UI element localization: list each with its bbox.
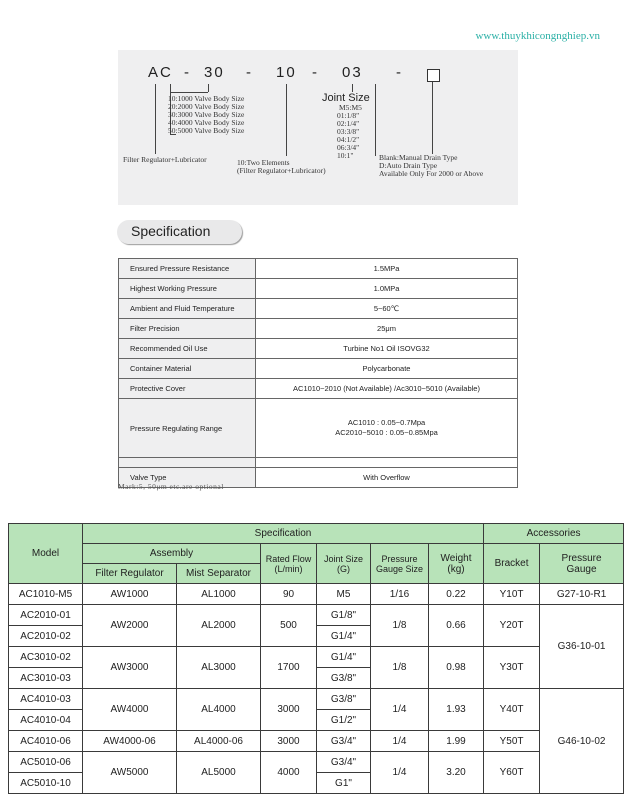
header-text: Joint Size (323, 553, 364, 564)
spec-row (119, 259, 518, 279)
header-mist-separator: Mist Separator (177, 564, 261, 584)
mist-separator-cell: AL4000 (177, 689, 261, 731)
joint-size-cell: G3/8" (317, 668, 371, 689)
spec-value: 1.0MPa (256, 279, 518, 299)
code-ac: AC (148, 64, 173, 81)
model-cell: AC1010-M5 (9, 584, 83, 605)
bracket-cell: Y50T (484, 731, 540, 752)
table-row (9, 605, 624, 626)
bracket-cell: Y40T (484, 689, 540, 731)
joint-size-cell: G1" (317, 773, 371, 794)
weight-cell: 0.98 (429, 647, 484, 689)
code-elements: 10 (276, 64, 297, 81)
spec-value: 5~60℃ (256, 299, 518, 319)
spec-row (119, 319, 518, 339)
leader-line (208, 84, 209, 92)
elements-label: 10:Two Elements (237, 158, 290, 167)
header-bracket: Bracket (484, 544, 540, 584)
weight-cell: 3.20 (429, 752, 484, 794)
header-joint-size (317, 544, 371, 584)
joint-size-item: M5:M5 (339, 103, 362, 112)
code-dash: - (396, 64, 403, 81)
header-unit: (G) (337, 563, 350, 574)
header-row (9, 544, 624, 564)
body-size-item: 20:2000 Valve Body Size (168, 102, 245, 111)
spec-row (119, 399, 518, 458)
spec-row (119, 379, 518, 399)
gauge-size-cell: 1/8 (371, 647, 429, 689)
weight-cell: 0.66 (429, 605, 484, 647)
spec-spacer (119, 458, 256, 468)
rated-flow-cell: 1700 (261, 647, 317, 689)
body-size-item: 10:1000 Valve Body Size (168, 94, 245, 103)
pressure-gauge-cell: G27-10-R1 (540, 584, 624, 605)
model-cell: AC2010-02 (9, 626, 83, 647)
table-row (9, 752, 624, 773)
spec-label: Ensured Pressure Resistance (119, 259, 256, 279)
pressure-gauge-cell: G36-10-01 (540, 605, 624, 689)
header-text: Gauge (566, 563, 597, 575)
model-cell: AC5010-06 (9, 752, 83, 773)
spec-label: Highest Working Pressure (119, 279, 256, 299)
filter-regulator-cell: AW2000 (83, 605, 177, 647)
header-pressure-gauge-size (371, 544, 429, 584)
drain-option: D:Auto Drain Type (379, 161, 438, 170)
joint-size-cell: M5 (317, 584, 371, 605)
code-joint: 03 (342, 64, 363, 81)
bracket-cell: Y60T (484, 752, 540, 794)
table-row (9, 647, 624, 668)
model-cell: AC5010-10 (9, 773, 83, 794)
filter-regulator-cell: AW3000 (83, 647, 177, 689)
mist-separator-cell: AL5000 (177, 752, 261, 794)
header-rated-flow (261, 544, 317, 584)
specification-title: Specification (131, 223, 211, 239)
model-cell: AC2010-01 (9, 605, 83, 626)
joint-size-item: 02:1/4" (337, 119, 360, 128)
code-dash: - (184, 64, 191, 81)
joint-size-cell: G3/4" (317, 752, 371, 773)
rated-flow-cell: 3000 (261, 731, 317, 752)
joint-size-cell: G1/2" (317, 710, 371, 731)
header-weight (429, 544, 484, 584)
joint-size-cell: G1/8" (317, 605, 371, 626)
header-row (9, 524, 624, 544)
body-size-item: 40:4000 Valve Body Size (168, 118, 245, 127)
weight-cell: 1.93 (429, 689, 484, 731)
code-body-size: 30 (204, 64, 225, 81)
joint-size-cell: G3/8" (317, 689, 371, 710)
specification-table (118, 258, 518, 488)
drain-option: Available Only For 2000 or Above (379, 169, 484, 178)
table-row (9, 731, 624, 752)
joint-size-cell: G1/4" (317, 647, 371, 668)
weight-cell: 1.99 (429, 731, 484, 752)
header-filter-regulator: Filter Regulator (83, 564, 177, 584)
drain-option: Blank:Manual Drain Type (379, 153, 458, 162)
leader-line (432, 82, 433, 154)
leader-line (170, 92, 208, 93)
joint-size-cell: G3/4" (317, 731, 371, 752)
header-text: Weight (440, 552, 472, 564)
header-accessories: Accessories (484, 524, 624, 544)
filter-regulator-cell: AW5000 (83, 752, 177, 794)
website-url[interactable]: www.thuykhicongnghiep.vn (475, 30, 600, 42)
joint-size-item: 03:3/8" (337, 127, 360, 136)
gauge-size-cell: 1/4 (371, 752, 429, 794)
spec-label: Protective Cover (119, 379, 256, 399)
gauge-size-cell: 1/4 (371, 689, 429, 731)
joint-size-cell: G1/4" (317, 626, 371, 647)
spec-label: Recommended Oil Use (119, 339, 256, 359)
weight-cell: 0.22 (429, 584, 484, 605)
model-cell: AC4010-06 (9, 731, 83, 752)
gauge-size-cell: 1/4 (371, 731, 429, 752)
joint-size-item: 06:3/4" (337, 143, 360, 152)
table-row (9, 584, 624, 605)
header-model: Model (9, 524, 83, 584)
spec-row (119, 279, 518, 299)
spec-label: Pressure Regulating Range (119, 399, 256, 458)
leader-line (286, 84, 287, 156)
header-text: Gauge Size (375, 563, 424, 574)
gauge-size-cell: 1/8 (371, 605, 429, 647)
joint-size-item: 04:1/2" (337, 135, 360, 144)
spec-value: 1.5MPa (256, 259, 518, 279)
header-unit: (kg) (447, 563, 465, 575)
pressure-range-line: AC2010~5010 : 0.05~0.85Mpa (335, 428, 438, 437)
mist-separator-cell: AL2000 (177, 605, 261, 647)
pressure-range-line: AC1010 : 0.05~0.7Mpa (347, 418, 426, 427)
code-dash: - (312, 64, 319, 81)
spec-row (119, 339, 518, 359)
leader-line (155, 84, 156, 154)
gauge-size-cell: 1/16 (371, 584, 429, 605)
header-pressure-gauge (540, 544, 624, 584)
mist-separator-cell: AL1000 (177, 584, 261, 605)
spec-value: 25μm (256, 319, 518, 339)
spec-spacer (256, 458, 518, 468)
spec-label: Container Material (119, 359, 256, 379)
model-cell: AC4010-03 (9, 689, 83, 710)
header-text: Rated Flow (265, 553, 312, 564)
rated-flow-cell: 4000 (261, 752, 317, 794)
spec-value: Turbine No1 Oil ISOVG32 (256, 339, 518, 359)
table-row (9, 689, 624, 710)
spec-label: Ambient and Fluid Temperature (119, 299, 256, 319)
drain-type-box (427, 69, 440, 82)
ac-label: Filter Regulator+Lubricator (123, 155, 207, 164)
spec-value: With Overflow (256, 468, 518, 488)
joint-size-title: Joint Size (322, 92, 370, 104)
spec-value: AC1010~2010 (Not Available) /Ac3010~5010 (Available) (256, 379, 518, 399)
spec-value (256, 399, 518, 458)
spec-row (119, 299, 518, 319)
code-dash: - (246, 64, 253, 81)
header-assembly: Assembly (83, 544, 261, 564)
filter-regulator-cell: AW4000 (83, 689, 177, 731)
leader-line (352, 84, 353, 92)
header-text: Pressure (381, 553, 418, 564)
spec-spacer-row (119, 458, 518, 468)
header-text: Pressure (561, 552, 602, 564)
model-table (8, 523, 624, 794)
bracket-cell: Y20T (484, 605, 540, 647)
specification-heading (117, 220, 242, 244)
model-code-diagram (118, 50, 518, 205)
header-specification: Specification (83, 524, 484, 544)
mist-separator-cell: AL4000-06 (177, 731, 261, 752)
mist-separator-cell: AL3000 (177, 647, 261, 689)
body-size-item: 30:3000 Valve Body Size (168, 110, 245, 119)
joint-size-item: 10:1" (337, 151, 354, 160)
header-unit: (L/min) (274, 563, 303, 574)
rated-flow-cell: 3000 (261, 689, 317, 731)
elements-label: (Filter Regulator+Lubricator) (237, 166, 326, 175)
model-cell: AC3010-02 (9, 647, 83, 668)
model-cell: AC3010-03 (9, 668, 83, 689)
model-cell: AC4010-04 (9, 710, 83, 731)
filter-regulator-cell: AW1000 (83, 584, 177, 605)
spec-label: Valve Type (119, 468, 256, 488)
rated-flow-cell: 90 (261, 584, 317, 605)
mark-note: Mark:5, 50μm etc.are optional (118, 482, 224, 491)
spec-value: Polycarbonate (256, 359, 518, 379)
body-size-item: 50:5000 Valve Body Size (168, 126, 245, 135)
leader-line (375, 84, 376, 156)
joint-size-item: 01:1/8" (337, 111, 360, 120)
bracket-cell: Y10T (484, 584, 540, 605)
bracket-cell: Y30T (484, 647, 540, 689)
pressure-gauge-cell: G46-10-02 (540, 689, 624, 794)
rated-flow-cell: 500 (261, 605, 317, 647)
spec-row (119, 359, 518, 379)
filter-regulator-cell: AW4000-06 (83, 731, 177, 752)
spec-label: Filter Precision (119, 319, 256, 339)
